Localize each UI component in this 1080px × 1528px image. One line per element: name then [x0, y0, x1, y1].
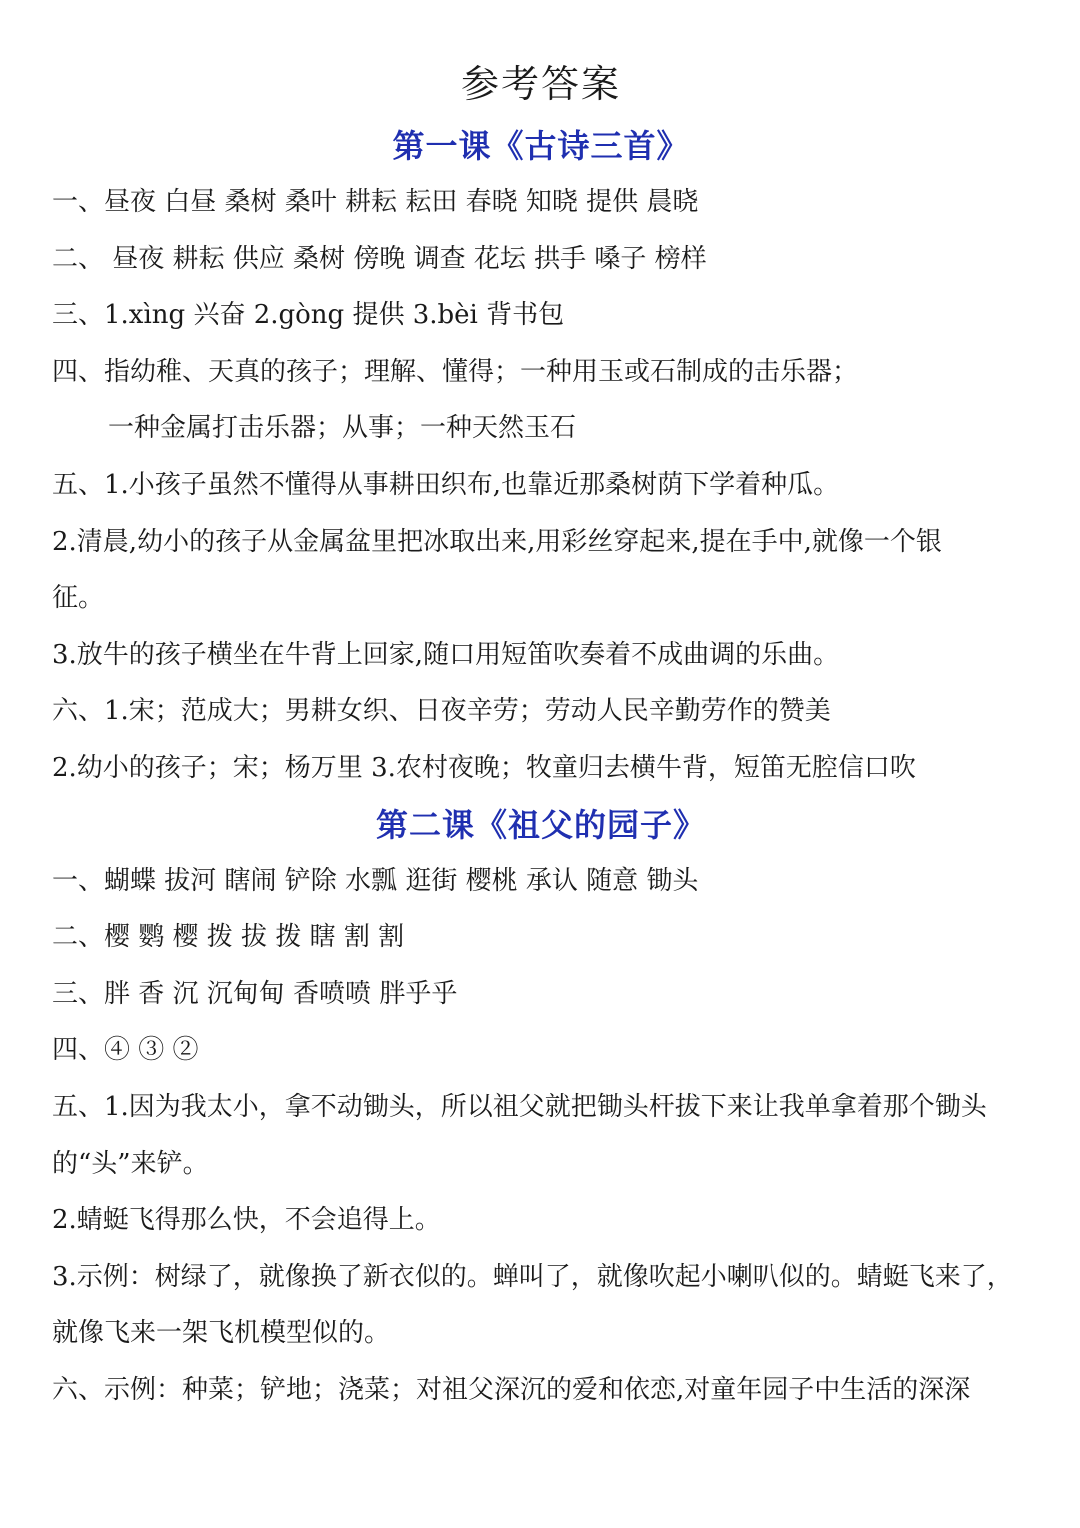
- lesson-1-answer-4-cont: 一种金属打击乐器；从事；一种天然玉石: [108, 413, 577, 444]
- lesson-1-answer-5-1: 五、1.小孩子虽然不懂得从事耕田织布,也靠近那桑树荫下学着种瓜。: [52, 469, 840, 500]
- lesson-1-answer-5-2: 2.清晨,幼小的孩子从金属盆里把冰取出来,用彩丝穿起来,提在手中,就像一个银: [52, 526, 942, 557]
- lesson-1-answer-5-2-cont: 征。: [52, 583, 105, 614]
- lesson-1-answer-2: 二、 昼夜 耕耘 供应 桑树 傍晚 调查 花坛 拱手 嗓子 榜样: [52, 243, 707, 274]
- lesson-2-answer-1: 一、蝴蝶 拔河 瞎闹 铲除 水瓢 逛街 樱桃 承认 随意 锄头: [52, 865, 699, 896]
- lesson-2-heading: 第二课《祖父的园子》: [375, 805, 706, 844]
- lesson-1-section: [52, 118, 1030, 797]
- lesson-2-section: [52, 797, 1030, 1419]
- lesson-1-heading: 第一课《古诗三首》: [392, 127, 690, 165]
- lesson-1-answer-1: 一、昼夜 白昼 桑树 桑叶 耕耘 耘田 春晓 知晓 提供 晨晓: [52, 187, 699, 217]
- lesson-2-answer-5-2: 2.蜻蜓飞得那么快，不会追得上。: [52, 1205, 441, 1236]
- lesson-2-answer-5-3-cont: 就像飞来一架飞机模型似的。: [52, 1318, 391, 1349]
- lesson-1-answer-3: 三、1.xìng 兴奋 2.gòng 提供 3.bèi 背书包: [52, 300, 565, 331]
- lesson-2-answer-2: 二、樱 鹦 樱 拨 拔 拨 瞎 割 割: [52, 922, 405, 953]
- lesson-2-answer-3: 三、胖 香 沉 沉甸甸 香喷喷 胖乎乎: [52, 978, 458, 1009]
- lesson-2-answer-5-3: 3.示例：树绿了，就像换了新衣似的。蝉叫了，就像吹起小喇叭似的。蜻蜓飞来了，: [52, 1261, 1013, 1292]
- lesson-1-answer-5-3: 3.放牛的孩子横坐在牛背上回家,随口用短笛吹奏着不成曲调的乐曲。: [52, 639, 840, 670]
- lesson-2-answer-4: 四、④ ③ ②: [52, 1035, 199, 1066]
- lesson-1-answer-6-1: 六、1.宋；范成大；男耕女织、日夜辛劳；劳动人民辛勤劳作的赞美: [52, 696, 831, 727]
- lesson-2-answer-6: 六、示例：种菜；铲地；浇菜；对祖父深沉的爱和依恋,对童年园子中生活的深深: [52, 1374, 971, 1405]
- lesson-2-answer-5-1-cont: 的“头”来铲。: [52, 1148, 209, 1179]
- lesson-1-answer-4: 四、指幼稚、天真的孩子；理解、懂得；一种用玉或石制成的击乐器；: [52, 356, 859, 387]
- page-title: 参考答案: [460, 62, 621, 106]
- lesson-1-answer-6-2: 2.幼小的孩子；宋；杨万里 3.农村夜晚；牧童归去横牛背，短笛无腔信口吹: [52, 752, 916, 783]
- lesson-2-answer-5-1: 五、1.因为我太小，拿不动锄头，所以祖父就把锄头杆拔下来让我单拿着那个锄头: [52, 1091, 987, 1122]
